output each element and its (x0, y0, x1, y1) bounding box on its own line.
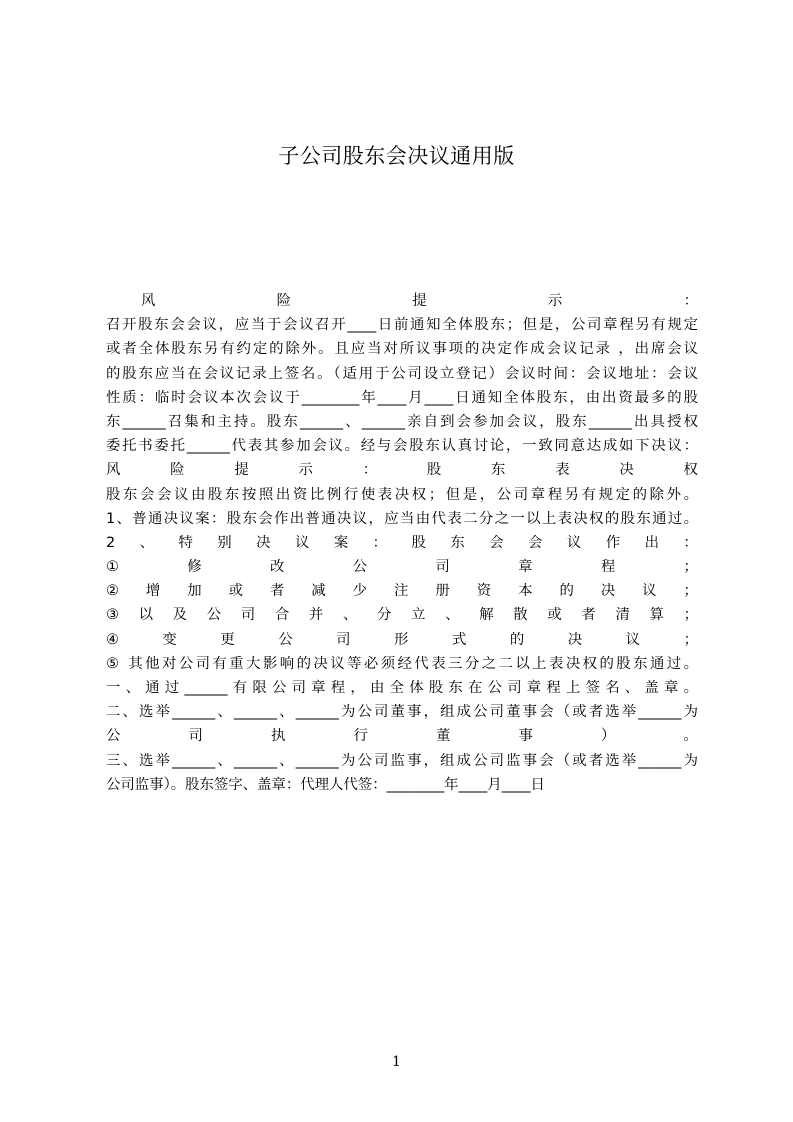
spread-char: 股 (426, 462, 442, 479)
spread-char: 更 (220, 631, 235, 648)
spread-char: ； (683, 559, 698, 576)
resolution-two: 二、选举______、______、______为公司董事，组成公司董事会（或者选举______为 (106, 704, 698, 721)
spread-char: 提 (412, 293, 427, 309)
spread-char: 。 (683, 728, 698, 745)
spread-char: 分 (377, 607, 392, 624)
resolution-two-continued (106, 724, 698, 748)
spread-char: 加 (187, 583, 202, 600)
spread-char: 议 (642, 583, 657, 600)
spread-char: 股 (411, 534, 426, 551)
spread-char: 章 (518, 559, 533, 576)
special-item-2 (106, 579, 698, 603)
spread-char: 议 (566, 534, 582, 551)
spread-char: 册 (435, 583, 450, 600)
spread-char: 司 (240, 607, 256, 624)
body-line: 的股东应当在会议记录上签名。（适用于公司设立登记）会议时间：会议地址：会议 (106, 365, 698, 382)
spread-char: 资 (476, 583, 492, 600)
spread-char: 清 (615, 607, 630, 624)
spread-char: 者 (581, 607, 596, 624)
spread-char: 事 (518, 728, 533, 745)
special-item-3 (106, 603, 698, 627)
spread-char: 董 (436, 728, 451, 745)
spread-char: 少 (352, 583, 368, 600)
spread-char: 及 (172, 607, 188, 624)
document-title: 子公司股东会决议通用版 (278, 144, 515, 168)
spread-char: 东 (491, 462, 506, 479)
body-line: 股东会会议由股东按照出资比例行使表决权；但是，公司章程另有规定的除外。 (106, 486, 698, 503)
spread-char: 示 (298, 462, 313, 479)
spread-char: 东 (450, 534, 465, 551)
spread-char: 解 (479, 607, 494, 624)
spread-char: 风 (106, 462, 121, 479)
spread-char: ； (683, 631, 698, 648)
spread-char: 、 (139, 534, 154, 551)
spread-char: ； (683, 607, 698, 624)
spread-char: ： (683, 293, 698, 309)
spread-char: ； (683, 583, 698, 600)
spread-char: 司 (188, 728, 203, 745)
spread-char: 算 (649, 607, 664, 624)
spread-char: 注 (394, 583, 409, 600)
special-item-1 (106, 555, 698, 579)
spread-char: 司 (336, 631, 351, 648)
body-line: 或者全体股东另有约定的除外。且应当对所议事项的决定作成会议记录 ，出席会议 (106, 341, 698, 358)
special-resolution-heading (106, 531, 698, 555)
spread-char: 者 (269, 583, 285, 600)
page-number: 1 (392, 1054, 401, 1070)
spread-char: 减 (311, 583, 326, 600)
spread-char: 决 (600, 583, 616, 600)
spread-char: 公 (278, 631, 293, 648)
spread-char: 修 (187, 559, 202, 576)
body-line: 委托书委托______代表其参加会议。经与会股东认真讨论，一致同意达成如下决议： (106, 438, 698, 455)
spread-char: 权 (683, 462, 698, 479)
spread-char: 出 (644, 534, 659, 551)
special-item-4 (106, 628, 698, 652)
body-line: 召开股东会会议，应当于会议召开____日前通知全体股东；但是，公司章程另有规定 (106, 317, 698, 334)
spread-char: 以 (138, 607, 153, 624)
spread-char: 立 (411, 607, 426, 624)
spread-char: 并 (308, 607, 324, 624)
spread-char: 式 (451, 631, 467, 648)
spread-char: 2 (106, 534, 116, 551)
spread-char: 散 (513, 607, 528, 624)
spread-char: ） (601, 728, 616, 745)
ordinary-resolution-line: 1、普通决议案：股东会作出普通决议，应当由代表二分之一以上表决权的股东通过。 (106, 510, 698, 527)
spread-char: 会 (489, 534, 504, 551)
spread-char: 决 (619, 462, 634, 479)
spread-char: 改 (269, 559, 285, 576)
spread-char: 作 (605, 534, 621, 551)
spread-char: 执 (271, 728, 286, 745)
spread-char: 本 (518, 583, 533, 600)
spread-char: 决 (567, 631, 583, 648)
spread-char: 程 (600, 559, 616, 576)
spread-char: 或 (228, 583, 243, 600)
spread-char: 提 (234, 462, 249, 479)
body-line: 东______召集和主持。股东______、______亲自到会参加会议，股东______出具授权 (106, 413, 698, 430)
spread-char: ： (362, 462, 378, 479)
spread-char: 、 (342, 607, 358, 624)
spread-char: 、 (445, 607, 460, 624)
spread-char: 险 (276, 293, 292, 309)
spread-char: ： (683, 534, 698, 551)
document-body (106, 289, 698, 797)
spread-char: ② (106, 583, 119, 600)
spread-char: 变 (162, 631, 177, 648)
spread-char: 特 (178, 534, 193, 551)
spread-char: 案 (333, 534, 349, 551)
spread-char: 风 (141, 293, 156, 309)
spread-char: 险 (170, 462, 185, 479)
spread-char: 公 (206, 607, 222, 624)
spread-char: 的 (559, 583, 574, 600)
spread-char: 的 (509, 631, 525, 648)
spread-char: 示 (547, 293, 563, 309)
spread-char: 议 (625, 631, 641, 648)
spread-char: 或 (547, 607, 562, 624)
spread-char: 司 (435, 559, 450, 576)
voting-rights-heading (106, 458, 698, 482)
spread-char: 表 (555, 462, 570, 479)
resolution-three: 三、选举______、______、______为公司监事，组成公司监事会（或者选举______为 (106, 752, 698, 769)
body-line: 性质：临时会议本次会议于________年____月____日通知全体股东，由出资最多的股 (106, 389, 698, 406)
spread-char: ： (372, 534, 388, 551)
spread-char: ④ (106, 631, 119, 648)
spread-char: 增 (145, 583, 161, 600)
spread-char: 形 (394, 631, 409, 648)
spread-char: ③ (106, 607, 119, 624)
special-item-5: ⑤ 其他对公司有重大影响的决议等必须经代表三分之二以上表决权的股东通过。 (106, 655, 698, 672)
spread-char: 公 (352, 559, 368, 576)
spread-char: ① (106, 559, 119, 576)
spread-char: 会 (528, 534, 543, 551)
spread-char: 合 (274, 607, 290, 624)
spread-char: 决 (256, 534, 271, 551)
risk-notice-heading (106, 289, 698, 313)
spread-char: 议 (294, 534, 310, 551)
spread-char: 别 (217, 534, 232, 551)
spread-char: 行 (353, 728, 368, 745)
signature-line: 公司监事）。股东签字、盖章：代理人代签：________年____月____日 (106, 776, 545, 793)
spread-char: 公 (106, 728, 121, 745)
resolution-one: 一、通过______有限公司章程，由全体股东在公司章程上签名、盖章。 (106, 680, 698, 696)
